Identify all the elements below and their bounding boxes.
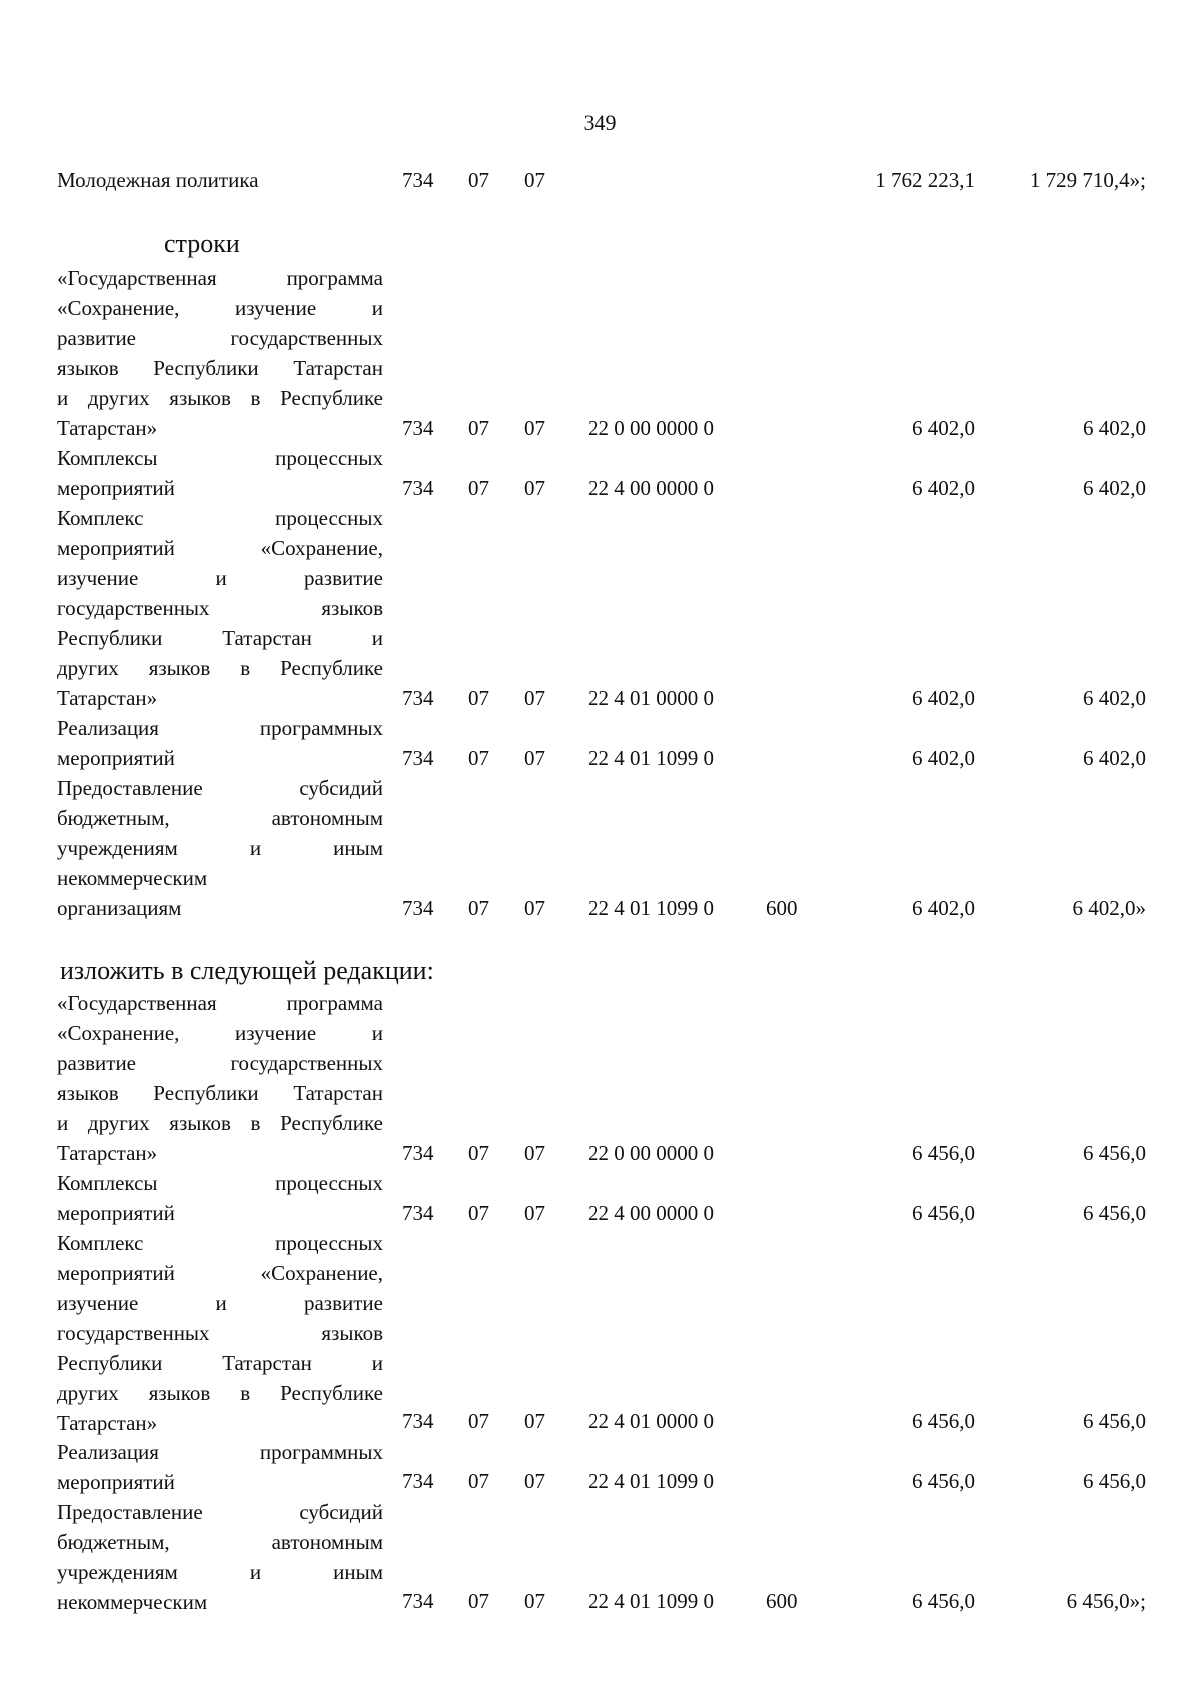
subsection-code: 07 <box>524 746 545 770</box>
amount-year-1: 1 762 223,1 <box>875 168 975 192</box>
target-code: 22 0 00 0000 0 <box>588 1141 714 1165</box>
new-row-2 <box>0 1407 1200 1435</box>
subsection-code: 07 <box>524 1409 545 1433</box>
old-row-4-name: Предоставление субсидий бюджетным, автономным учреждениям и иным некоммерческим организациям <box>57 776 383 920</box>
section-code: 07 <box>468 746 489 770</box>
section-code: 07 <box>468 1141 489 1165</box>
expense-type-code: 600 <box>766 1589 798 1613</box>
amount-year-2: 6 456,0»; <box>1066 1589 1146 1613</box>
section-code: 07 <box>468 1409 489 1433</box>
subsection-code: 07 <box>524 896 545 920</box>
target-code: 22 4 01 0000 0 <box>588 686 714 710</box>
ministry-code: 734 <box>402 168 434 192</box>
subsection-code: 07 <box>524 1141 545 1165</box>
section-code: 07 <box>468 168 489 192</box>
ministry-code: 734 <box>402 686 434 710</box>
amount-year-1: 6 402,0 <box>912 686 975 710</box>
ministry-code: 734 <box>402 1589 434 1613</box>
amount-year-2: 6 456,0 <box>1083 1469 1146 1493</box>
ministry-code: 734 <box>402 1141 434 1165</box>
old-row-2 <box>0 684 1200 712</box>
section-code: 07 <box>468 416 489 440</box>
amount-year-2: 6 456,0 <box>1083 1201 1146 1225</box>
expense-type-code: 600 <box>766 896 798 920</box>
amount-year-2: 6 402,0 <box>1083 476 1146 500</box>
section-code: 07 <box>468 476 489 500</box>
amount-year-2: 6 402,0 <box>1083 416 1146 440</box>
new-row-1-name: Комплексы процессных мероприятий <box>57 1171 383 1225</box>
old-row-4 <box>0 894 1200 922</box>
amount-year-2: 6 402,0 <box>1083 746 1146 770</box>
section-code: 07 <box>468 896 489 920</box>
new-row-4-name: Предоставление субсидий бюджетным, автономным учреждениям и иным некоммерческим <box>57 1500 383 1614</box>
ministry-code: 734 <box>402 1469 434 1493</box>
subsection-code: 07 <box>524 1469 545 1493</box>
old-row-2-name: Комплекс процессных мероприятий «Сохранение, изучение и развитие государственных языков Республики Татарстан и других языков в Республике Татарстан» <box>57 506 383 710</box>
section-heading-rows: строки <box>164 229 240 258</box>
old-row-1-name: Комплексы процессных мероприятий <box>57 446 383 500</box>
old-row-1 <box>0 474 1200 502</box>
old-row-0-name: «Государственная программа «Сохранение, изучение и развитие государственных языков Республики Татарстан и других языков в Республике Татарстан» <box>57 266 383 440</box>
new-row-1 <box>0 1199 1200 1227</box>
section-code: 07 <box>468 1469 489 1493</box>
ministry-code: 734 <box>402 1201 434 1225</box>
target-code: 22 0 00 0000 0 <box>588 416 714 440</box>
ministry-code: 734 <box>402 476 434 500</box>
amount-year-1: 6 456,0 <box>912 1141 975 1165</box>
subsection-code: 07 <box>524 416 545 440</box>
amount-year-2: 6 402,0» <box>1072 896 1146 920</box>
target-code: 22 4 01 1099 0 <box>588 1469 714 1493</box>
new-row-0-name: «Государственная программа «Сохранение, изучение и развитие государственных языков Республики Татарстан и других языков в Республике Татарстан» <box>57 991 383 1165</box>
target-code: 22 4 00 0000 0 <box>588 1201 714 1225</box>
new-row-4 <box>0 1587 1200 1615</box>
amount-year-2: 1 729 710,4»; <box>1029 168 1146 192</box>
amount-year-1: 6 456,0 <box>912 1201 975 1225</box>
section-code: 07 <box>468 686 489 710</box>
section-code: 07 <box>468 1201 489 1225</box>
subsection-code: 07 <box>524 476 545 500</box>
amount-year-2: 6 402,0 <box>1083 686 1146 710</box>
new-row-2-name: Комплекс процессных мероприятий «Сохранение, изучение и развитие государственных языков Республики Татарстан и других языков в Республике Татарстан» <box>57 1231 383 1435</box>
ministry-code: 734 <box>402 746 434 770</box>
old-row-0 <box>0 414 1200 442</box>
ministry-code: 734 <box>402 416 434 440</box>
amount-year-1: 6 402,0 <box>912 416 975 440</box>
new-row-3 <box>0 1467 1200 1495</box>
amount-year-1: 6 456,0 <box>912 1409 975 1433</box>
amount-year-2: 6 456,0 <box>1083 1409 1146 1433</box>
amount-year-2: 6 456,0 <box>1083 1141 1146 1165</box>
amount-year-1: 6 456,0 <box>912 1589 975 1613</box>
amount-year-1: 6 402,0 <box>912 476 975 500</box>
ministry-code: 734 <box>402 1409 434 1433</box>
new-row-3-name: Реализация программных мероприятий <box>57 1440 383 1494</box>
subsection-code: 07 <box>524 1201 545 1225</box>
old-row-3 <box>0 744 1200 772</box>
amount-year-1: 6 456,0 <box>912 1469 975 1493</box>
subsection-code: 07 <box>524 686 545 710</box>
section-code: 07 <box>468 1589 489 1613</box>
row-name: Молодежная политика <box>57 168 259 192</box>
target-code: 22 4 01 1099 0 <box>588 896 714 920</box>
table-row-youth-policy <box>0 166 1200 194</box>
page-number: 349 <box>583 110 617 135</box>
target-code: 22 4 01 0000 0 <box>588 1409 714 1433</box>
amount-year-1: 6 402,0 <box>912 896 975 920</box>
target-code: 22 4 01 1099 0 <box>588 746 714 770</box>
target-code: 22 4 01 1099 0 <box>588 1589 714 1613</box>
subsection-code: 07 <box>524 1589 545 1613</box>
new-row-0 <box>0 1139 1200 1167</box>
amount-year-1: 6 402,0 <box>912 746 975 770</box>
ministry-code: 734 <box>402 896 434 920</box>
old-row-3-name: Реализация программных мероприятий <box>57 716 383 770</box>
target-code: 22 4 00 0000 0 <box>588 476 714 500</box>
section-heading-replace: изложить в следующей редакции: <box>60 956 434 985</box>
subsection-code: 07 <box>524 168 545 192</box>
